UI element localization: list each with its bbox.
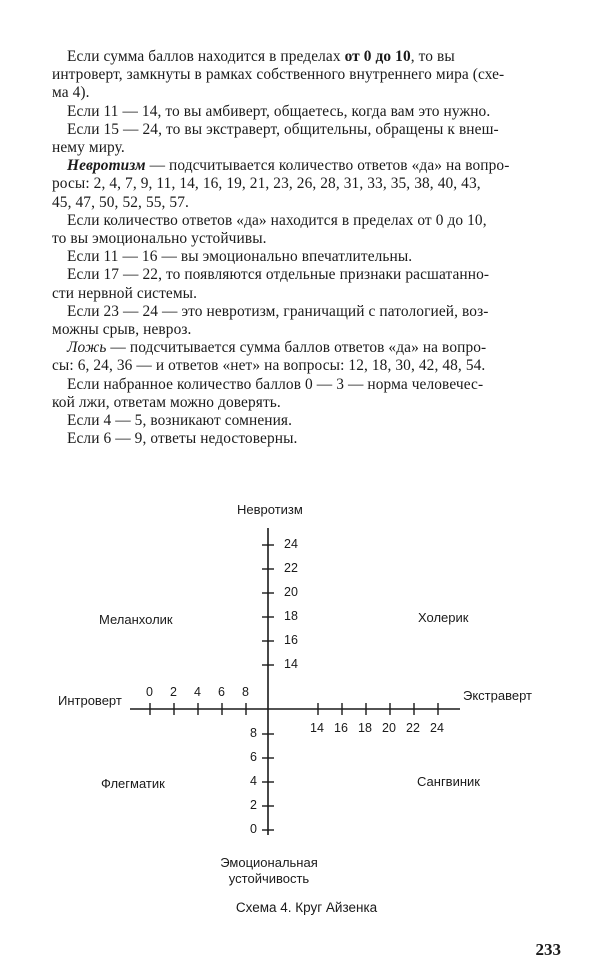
p2-line1: Если 11 — 14, то вы амбиверт, общаетесь, когда вам это нужно.: [67, 102, 491, 120]
p11-line1: Если 4 — 5, возникают сомнения.: [67, 412, 293, 430]
y-tick-label: 6: [250, 750, 257, 764]
term-neuroticism: Невротизм: [67, 157, 146, 175]
p1-line1-a: Если сумма баллов находится в пределах: [67, 48, 345, 65]
x-tick-label: 14: [310, 721, 324, 735]
page-number: 233: [535, 940, 561, 959]
paragraph-unreliable: [52, 430, 562, 448]
x-tick-label: 8: [242, 685, 249, 699]
y-tick-label: 14: [284, 657, 298, 671]
y-tick-label: 18: [284, 609, 298, 623]
paragraph-impressionable: [52, 248, 562, 266]
axis-label-stability-line2: устойчивость: [228, 871, 310, 886]
paragraph-introvert: [52, 48, 562, 103]
y-tick-label: 8: [250, 726, 257, 740]
term-lie: Ложь: [67, 339, 107, 357]
paragraph-stable: [52, 212, 562, 248]
p3-line2: нему миру.: [52, 139, 125, 157]
body-text: [52, 48, 562, 448]
paragraph-lie: [52, 339, 562, 375]
x-tick-label: 6: [218, 685, 225, 699]
y-tick-label: 2: [250, 798, 257, 812]
x-tick-label: 16: [334, 721, 348, 735]
p5-line1: Если количество ответов «да» находится в пределах от 0 до 10,: [67, 211, 487, 229]
p8-line1: Если 23 — 24 — это невротизм, граничащий с патологией, воз-: [67, 302, 489, 320]
y-tick-label: 16: [284, 633, 298, 647]
p1-line1-b: , то вы: [410, 48, 455, 65]
paragraph-signs: [52, 266, 562, 302]
p4-line2: росы: 2, 4, 7, 9, 11, 14, 16, 19, 21, 23, 26, 28, 31, 33, 35, 38, 40, 43,: [52, 175, 481, 193]
p5-line2: то вы эмоционально устойчивы.: [52, 230, 267, 248]
paragraph-ambivert: [52, 103, 562, 121]
quadrant-choleric: Холерик: [418, 610, 469, 625]
p10-line1: Если набранное количество баллов 0 — 3 — норма человечес-: [67, 375, 484, 393]
p1-range-bold: от 0 до 10: [344, 48, 411, 65]
axis-label-neuroticism: Невротизм: [237, 502, 303, 517]
p6-line1: Если 11 — 16 — вы эмоционально впечатлительны.: [67, 248, 413, 266]
axis-label-stability-line1: Эмоциональная: [220, 855, 318, 870]
quadrant-sanguine: Сангвиник: [417, 774, 480, 789]
p1-line2: интроверт, замкнуты в рамках собственного внутреннего мира (схе-: [52, 66, 505, 84]
p8-line2: можны срыв, невроз.: [52, 321, 192, 339]
x-tick-label: 20: [382, 721, 396, 735]
paragraph-extravert: [52, 121, 562, 157]
x-tick-label: 4: [194, 685, 201, 699]
y-tick-label: 22: [284, 561, 298, 575]
y-tick-label: 20: [284, 585, 298, 599]
paragraph-neuroticism: [52, 157, 562, 212]
p3-line1: Если 15 — 24, то вы экстраверт, общительны, обращены к внеш-: [67, 120, 499, 138]
p7-line2: сти нервной системы.: [52, 284, 198, 302]
quadrant-melancholic: Меланхолик: [99, 612, 173, 627]
x-tick-label: 22: [406, 721, 420, 735]
quadrant-phlegmatic: Флегматик: [101, 776, 165, 791]
p9-line2: сы: 6, 24, 36 — и ответов «нет» на вопросы: 12, 18, 30, 42, 48, 54.: [52, 357, 486, 375]
x-tick-label: 0: [146, 685, 153, 699]
x-tick-label: 18: [358, 721, 372, 735]
p7-line1: Если 17 — 22, то появляются отдельные признаки расшатанно-: [67, 266, 490, 284]
y-tick-label: 4: [250, 774, 257, 788]
p4-line1-rest: — подсчитывается количество ответов «да» на вопро-: [145, 157, 510, 175]
x-tick-label: 24: [430, 721, 444, 735]
p10-line2: кой лжи, ответам можно доверять.: [52, 393, 281, 411]
p9-line1-rest: — подсчитывается сумма баллов ответов «да» на вопро-: [106, 339, 487, 357]
figure-caption: Схема 4. Круг Айзенка: [235, 900, 378, 915]
x-tick-label: 2: [170, 685, 177, 699]
p12-line1: Если 6 — 9, ответы недостоверны.: [67, 430, 298, 448]
paragraph-pathology: [52, 303, 562, 339]
paragraph-doubts: [52, 412, 562, 430]
y-tick-label: 24: [284, 537, 298, 551]
eysenck-circle-diagram: [0, 490, 613, 930]
axis-label-introvert: Интроверт: [58, 693, 122, 708]
p4-line3: 45, 47, 50, 52, 55, 57.: [52, 193, 189, 211]
paragraph-lie-norm: [52, 376, 562, 412]
p1-line3: ма 4).: [52, 84, 90, 102]
y-tick-label: 0: [250, 822, 257, 836]
axis-label-extravert: Экстраверт: [463, 688, 532, 703]
